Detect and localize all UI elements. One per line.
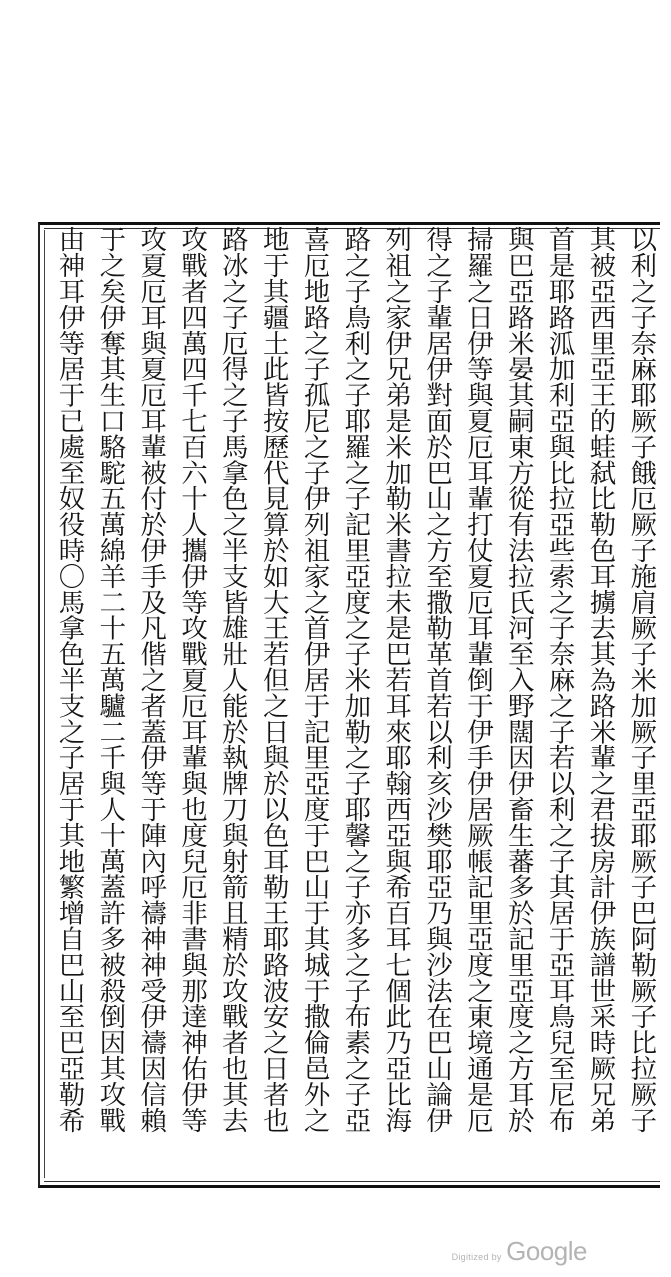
text-column-9: 喜厄地路之子孤尼之子伊列祖家之首伊居于記里亞度于巴山于其城于撒倫邑外之 — [299, 226, 331, 1133]
text-column-1: 以利之子奈麻耶厥子餓厄厥子施肩厥子米加厥子里亞耶厥子巴阿勒厥子比拉厥子 — [625, 226, 657, 1133]
watermark-prefix: Digitized by — [451, 1252, 502, 1262]
text-column-4: 與巴亞路米晏其嗣東方從有法拉氏河至入野闊因伊畜生蕃多於記里亞度之方耳於 — [503, 226, 535, 1133]
text-column-15: 由神耳伊等居于已處至奴役時〇馬拿色半支之子居于其地繁增自巴山至巴亞勒希 — [54, 226, 85, 1133]
inner-border-rule — [44, 230, 45, 1178]
text-column-5: 掃羅之日伊等與夏厄耳輩打仗夏厄耳輩倒于伊手伊居厥帳記里亞度之東境通是厄 — [462, 226, 494, 1133]
text-column-14: 于之矣伊奪其生口駱駝五萬綿羊二十五萬驢二千與人十萬蓋許多被殺倒因其攻戰 — [94, 226, 126, 1133]
text-column-2: 其被亞西里亞王的蛙弑比勒色耳擄去其為路米輩之君拔房計伊族譜世采時厥兄弟 — [584, 226, 616, 1133]
text-column-8: 路之子鳥利之子耶羅之子記里亞度之子米加勒之子耶馨之子亦多之子布素之子亞 — [339, 226, 371, 1133]
text-column-7: 列祖之家伊兄弟是米加勒米書拉未是巴若耳來耶翰西亞與希百耳七個此乃亞比海 — [380, 226, 412, 1133]
text-column-12: 攻戰者四萬四千七百六十人攜伊等攻戰夏厄耳輩與也度兒厄非書與那達神佑伊等 — [176, 226, 208, 1133]
text-column-11: 路冰之子厄得之子馬拿色之半支皆雄壯人能於執牌刀與射箭且精於攻戰者也其去 — [217, 226, 249, 1133]
watermark-brand: Google — [506, 1236, 587, 1266]
digitized-watermark — [452, 1236, 587, 1267]
text-column-10: 地于其疆土此皆按歷代見算於如大王若但之日與於以色耳勒王耶路波安之日者也 — [258, 226, 290, 1133]
text-column-13: 攻夏厄耳與夏厄耳輩被付於伊手及凡偕之者蓋伊等于陣內呼禱神神受伊禱因信賴 — [135, 226, 167, 1133]
text-column-6: 得之子輩居伊對面於巴山之方至撒勒革首若以利亥沙樊耶亞乃與沙法在巴山論伊 — [421, 226, 453, 1133]
text-column-3: 首是耶路泒加利亞與比拉亞些索之子奈麻之子若以利之子其居于亞耳鳥兒至尼布 — [544, 226, 576, 1133]
text-block — [52, 226, 658, 1176]
